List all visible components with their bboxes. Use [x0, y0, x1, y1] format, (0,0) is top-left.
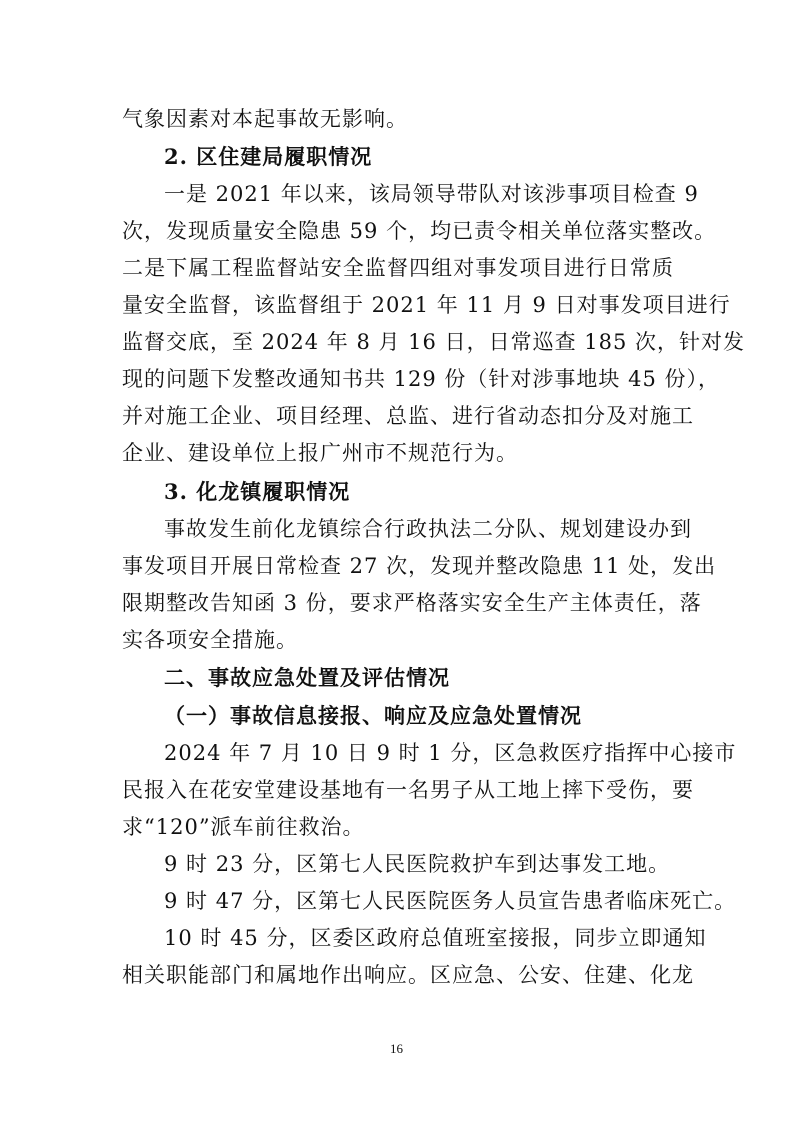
paragraph-line: 企业、建设单位上报广州市不规范行为。	[122, 441, 518, 465]
paragraph-line: 一是 2021 年以来，该局领导带队对该涉事项目检查 9	[164, 182, 699, 206]
paragraph-line: 量安全监督，该监督组于 2021 年 11 月 9 日对事发项目进行	[122, 293, 731, 317]
paragraph-line: 次，发现质量安全隐患 59 个，均已责令相关单位落实整改。	[122, 219, 717, 243]
paragraph-line: 民报入在花安堂建设基地有一名男子从工地上摔下受伤，要	[122, 778, 694, 802]
paragraph-line-ambulance-arrival: 9 时 23 分，区第七人民医院救护车到达事发工地。	[164, 852, 671, 876]
paragraph-line: 求“120”派车前往救治。	[122, 815, 365, 839]
paragraph-line: 相关职能部门和属地作出响应。区应急、公安、住建、化龙	[122, 963, 694, 987]
paragraph-line: 事故发生前化龙镇综合行政执法二分队、规划建设办到	[164, 517, 692, 541]
paragraph-line: 并对施工企业、项目经理、总监、进行省动态扣分及对施工	[122, 404, 694, 428]
paragraph-line: 10 时 45 分，区委区政府总值班室接报，同步立即通知	[164, 926, 707, 950]
paragraph-line: 2024 年 7 月 10 日 9 时 1 分，区急救医疗指挥中心接市	[164, 741, 737, 765]
page-number: 16	[390, 1041, 403, 1056]
chapter-heading-emergency-response: 二、事故应急处置及评估情况	[164, 665, 450, 690]
paragraph-line-death-declared: 9 时 47 分，区第七人民医院医务人员宣告患者临床死亡。	[164, 889, 737, 913]
subsection-heading-incident-report: （一）事故信息接报、响应及应急处置情况	[164, 703, 582, 728]
paragraph-line: 事发项目开展日常检查 27 次，发现并整改隐患 11 处，发出	[122, 554, 717, 578]
paragraph-line: 监督交底，至 2024 年 8 月 16 日，日常巡查 185 次，针对发	[122, 330, 746, 354]
section-heading-hualong-town: 3. 化龙镇履职情况	[164, 479, 351, 504]
paragraph-line: 限期整改告知函 3 份，要求严格落实安全生产主体责任，落	[122, 591, 702, 615]
paragraph-line: 实各项安全措施。	[122, 628, 298, 652]
paragraph-line-weather: 气象因素对本起事故无影响。	[122, 107, 408, 131]
section-heading-housing-bureau: 2. 区住建局履职情况	[164, 144, 373, 169]
paragraph-line: 现的问题下发整改通知书共 129 份（针对涉事地块 45 份），	[122, 367, 721, 391]
paragraph-line: 二是下属工程监督站安全监督四组对事发项目进行日常质	[122, 256, 674, 280]
